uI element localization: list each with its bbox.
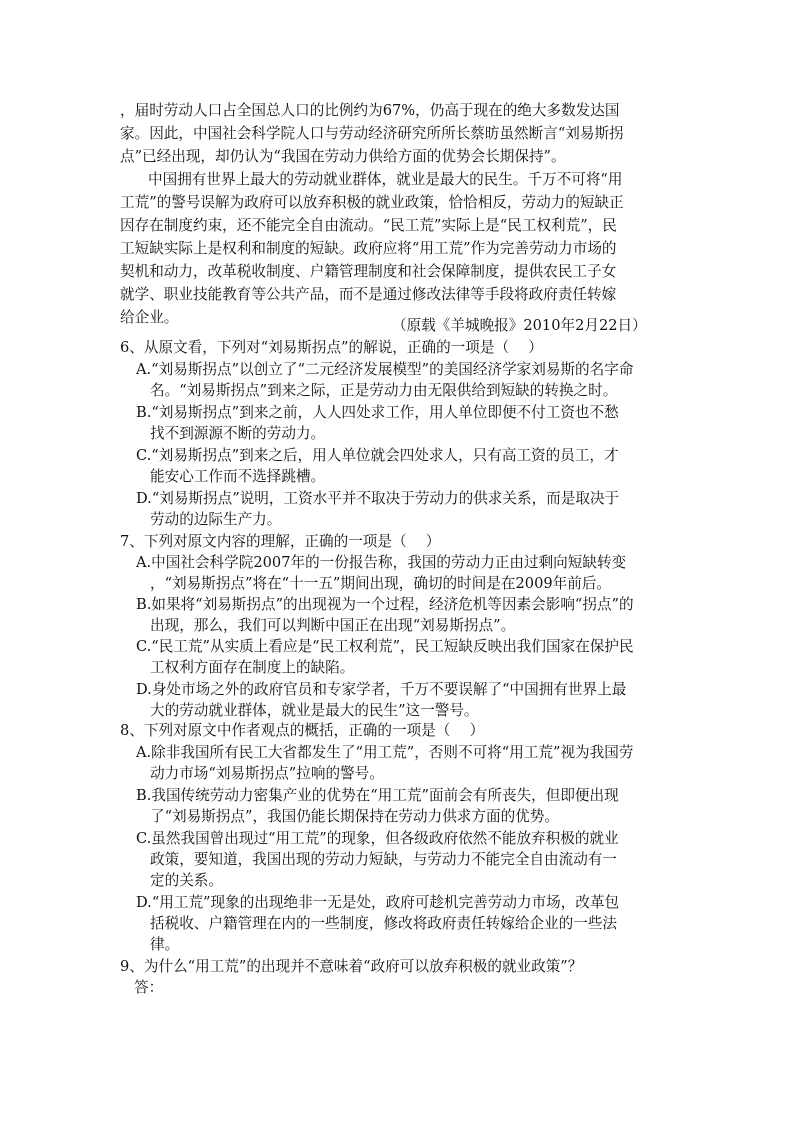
option-d-cont: 括税收、户籍管理在内的一些制度，修改将政府责任转嫁给企业的一些法	[150, 915, 618, 932]
passage-line: ，届时劳动人口占全国总人口的比例约为67%，仍高于现在的绝大多数发达国	[120, 102, 620, 119]
passage-line: 工荒”的警号误解为政府可以放弃积极的就业政策，恰恰相反，劳动力的短缺正	[120, 194, 624, 211]
question-stem: 8、下列对原文中作者观点的概括，正确的一项是（ ）	[120, 722, 485, 739]
option-c-cont: 能安心工作而不选择跳槽。	[150, 468, 326, 485]
option-d-cont: 律。	[150, 936, 180, 953]
option-b: B.我国传统劳动力密集产业的优势在“用工荒”面前会有所丧失，但即便出现	[136, 787, 619, 804]
passage-line: 给企业。	[120, 309, 179, 326]
option-c: C.“民工荒”从实质上看应是“民工权利荒”，民工短缺反映出我们国家在保护民	[136, 638, 634, 655]
question-stem: 9、为什么“用工荒”的出现并不意味着“政府可以放弃积极的就业政策”？	[120, 958, 583, 975]
passage-line: 点”已经出现，却仍认为“我国在劳动力供给方面的优势会长期保持”。	[120, 148, 566, 165]
passage-line: 契机和动力，改革税收制度、户籍管理制度和社会保障制度，提供农民工子女	[120, 263, 617, 280]
option-b-cont: 找不到源源不断的劳动力。	[150, 425, 326, 442]
option-d-cont: 大的劳动就业群体，就业是最大的民生”这一警号。	[150, 702, 479, 719]
option-d: D.身处市场之外的政府官员和专家学者，千万不要误解了“中国拥有世界上最	[136, 681, 627, 698]
option-a: A.中国社会科学院2007年的一份报告称，我国的劳动力正由过剩向短缺转变	[136, 554, 627, 571]
answer-label: 答：	[134, 979, 164, 996]
option-a: A.除非我国所有民工大省都发生了“用工荒”，否则不可将“用工荒”视为我国劳	[136, 744, 634, 761]
question-stem: 7、下列对原文内容的理解，正确的一项是（ ）	[120, 533, 441, 550]
passage-line: 家。因此，中国社会科学院人口与劳动经济研究所所长蔡昉虽然断言“刘易斯拐	[120, 125, 624, 142]
passage-line: 工短缺实际上是权利和制度的短缺。政府应将“用工荒”作为完善劳动力市场的	[120, 240, 617, 257]
option-c: C.“刘易斯拐点”到来之后，用人单位就会四处求人，只有高工资的员工，才	[136, 447, 619, 464]
option-a-cont: ，“刘易斯拐点”将在“十一五”期间出现，确切的时间是在2009年前后。	[150, 575, 612, 592]
source-citation: （原载《羊城晚报》2010年2月22日）	[392, 317, 647, 334]
passage-line: 中国拥有世界上最大的劳动就业群体，就业是最大的民生。千万不可将“用	[148, 171, 623, 188]
option-d: D.“用工荒”现象的出现绝非一无是处，政府可趁机完善劳动力市场，改革包	[136, 894, 620, 911]
option-b: B.“刘易斯拐点”到来之前，人人四处求工作，用人单位即便不付工资也不愁	[136, 404, 619, 421]
question-stem: 6、从原文看，下列对“刘易斯拐点”的解说，正确的一项是（ ）	[120, 339, 543, 356]
option-d-cont: 劳动的边际生产力。	[150, 511, 282, 528]
option-c: C.虽然我国曾出现过“用工荒”的现象，但各级政府依然不能放弃积极的就业	[136, 830, 619, 847]
option-b: B.如果将“刘易斯拐点”的出现视为一个过程，经济危机等因素会影响“拐点”的	[136, 596, 634, 613]
option-a-cont: 名。“刘易斯拐点”到来之际，正是劳动力由无限供给到短缺的转换之时。	[150, 382, 618, 399]
option-c-cont: 定的关系。	[150, 872, 223, 889]
option-b-cont: 了“刘易斯拐点”，我国仍能长期保持在劳动力供求方面的优势。	[150, 808, 559, 825]
passage-line: 就学、职业技能教育等公共产品，而不是通过修改法律等手段将政府责任转嫁	[120, 286, 617, 303]
option-c-cont: 政策，要知道，我国出现的劳动力短缺，与劳动力不能完全自由流动有一	[150, 851, 618, 868]
option-a-cont: 动力市场“刘易斯拐点”拉响的警号。	[150, 765, 384, 782]
option-d: D.“刘易斯拐点”说明，工资水平并不取决于劳动力的供求关系，而是取决于	[136, 490, 620, 507]
option-c-cont: 工权利方面存在制度上的缺陷。	[150, 659, 355, 676]
option-a: A.“刘易斯拐点”以创立了“二元经济发展模型”的美国经济学家刘易斯的名字命	[136, 361, 634, 378]
option-b-cont: 出现，那么，我们可以判断中国正在出现“刘易斯拐点”。	[150, 617, 516, 634]
passage-line: 因存在制度约束，还不能完全自由流动。“民工荒”实际上是“民工权利荒”，民	[120, 217, 617, 234]
